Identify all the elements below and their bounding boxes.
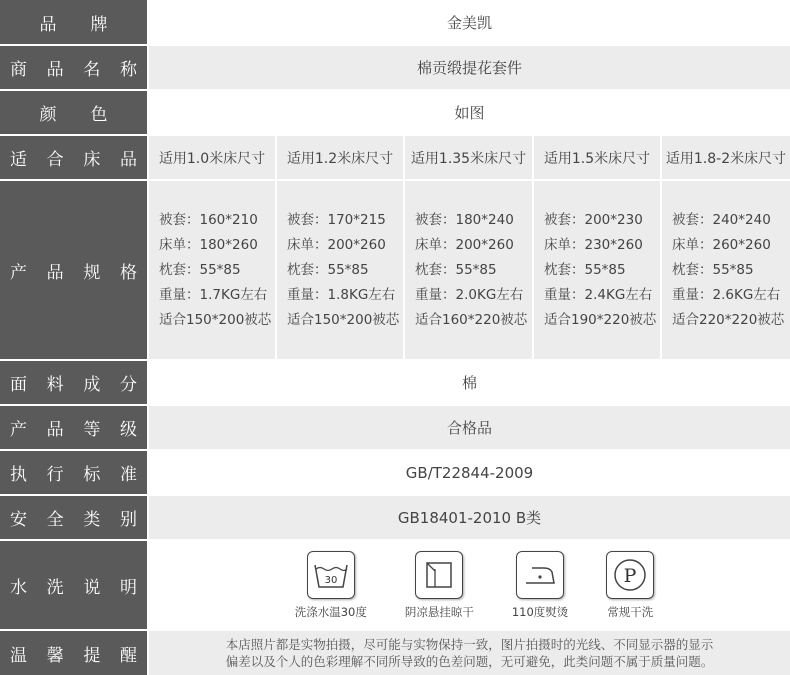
wash-label: 常规干洗: [607, 604, 654, 619]
reminder-text: [148, 630, 790, 675]
row-standard: [0, 450, 790, 495]
label-char: 提: [83, 645, 101, 666]
label-char: 合: [46, 150, 64, 170]
label-product-name: [0, 45, 148, 90]
label-char: 执: [10, 465, 27, 485]
wash-item: [405, 551, 474, 620]
label-char: 洗: [46, 577, 64, 598]
spec-line: 被套：170*215: [287, 211, 386, 228]
label-char: 规: [83, 262, 101, 283]
spec-line: 床单：230*260: [544, 236, 643, 253]
label-char: 名: [83, 60, 101, 80]
spec-line: 重量：1.7KG左右: [159, 286, 268, 303]
spec-line: 被套：200*230: [544, 211, 643, 228]
bed-size-cell: 适用1.8-2米床尺寸: [661, 135, 790, 180]
label-char: 产: [10, 420, 27, 440]
label-chars: [0, 100, 147, 125]
wash-label: 阴凉悬挂晾干: [404, 604, 474, 619]
wash-item: [606, 551, 654, 620]
spec-line: 重量：2.0KG左右: [415, 286, 524, 303]
label-char: 安: [10, 510, 27, 530]
wash-label: 洗涤水温30度: [294, 604, 367, 619]
label-safety: [0, 495, 148, 540]
label-chars: [0, 505, 147, 530]
wash-item: [512, 551, 568, 620]
label-char: 商: [10, 60, 27, 80]
row-grade: [0, 405, 790, 450]
label-chars: [0, 55, 147, 80]
label-char: 馨: [46, 645, 64, 666]
label-grade: [0, 405, 148, 450]
label-chars: [0, 641, 147, 666]
row-washing: [0, 540, 790, 630]
label-char: 适: [10, 150, 27, 170]
spec-line: 被套：180*240: [415, 211, 514, 228]
label-chars: [0, 258, 147, 283]
spec-cell: [148, 180, 276, 360]
spec-line: 枕套：55*85: [672, 261, 754, 278]
row-brand: [0, 0, 790, 45]
label-chars: [0, 415, 147, 440]
row-reminder: [0, 630, 790, 675]
value-color: 如图: [148, 90, 790, 135]
spec-line: 床单：200*260: [415, 236, 514, 253]
label-spec: [0, 180, 148, 360]
washing-icons: [148, 540, 790, 630]
label-char: 级: [119, 420, 137, 440]
spec-line: 适合220*220被芯: [672, 311, 785, 328]
spec-line: 适合150*200被芯: [159, 311, 272, 328]
label-char: 类: [83, 510, 101, 530]
label-char: 色: [90, 105, 108, 125]
bed-size-cell: 适用1.2米床尺寸: [276, 135, 404, 180]
row-bed-size: [0, 135, 790, 180]
spec-line: 床单：260*260: [672, 236, 771, 253]
label-char: 行: [46, 465, 64, 485]
spec-line: 重量：1.8KG左右: [287, 286, 396, 303]
spec-line: 枕套：55*85: [287, 261, 369, 278]
label-char: 明: [119, 577, 137, 598]
spec-line: 被套：160*210: [159, 211, 258, 228]
label-char: 颜: [39, 105, 57, 125]
dry-clean-p-icon: [606, 551, 654, 599]
label-char: 格: [119, 262, 137, 283]
label-char: 标: [83, 465, 101, 485]
label-char: 水: [10, 577, 27, 598]
label-char: 产: [10, 262, 27, 283]
value-grade: 合格品: [148, 405, 790, 450]
spec-line: 被套：240*240: [672, 211, 771, 228]
label-char: 等: [83, 420, 101, 440]
spec-line: 枕套：55*85: [159, 261, 241, 278]
value-fabric: 棉: [148, 360, 790, 405]
spec-cell: [404, 180, 533, 360]
label-char: 品: [46, 60, 64, 80]
label-bed-size: [0, 135, 148, 180]
label-standard: [0, 450, 148, 495]
label-char: 床: [83, 150, 101, 170]
label-chars: [0, 573, 147, 598]
label-color: [0, 90, 148, 135]
label-chars: [0, 10, 147, 35]
spec-line: 枕套：55*85: [415, 261, 497, 278]
row-spec: [0, 180, 790, 360]
label-fabric: [0, 360, 148, 405]
reminder-line: 本店照片都是实物拍摄，尽可能与实物保持一致，图片拍摄时的光线、不同显示器的显示: [225, 637, 714, 652]
label-char: 醒: [119, 645, 137, 666]
row-fabric: [0, 360, 790, 405]
spec-line: 重量：2.6KG左右: [672, 286, 781, 303]
label-char: 品: [119, 150, 137, 170]
spec-line: 重量：2.4KG左右: [544, 286, 653, 303]
spec-cell: [533, 180, 661, 360]
label-chars: [0, 460, 147, 485]
dry-clean-letter: P: [623, 564, 637, 587]
label-char: 全: [46, 510, 64, 530]
wash-temp-text: 30: [324, 574, 338, 586]
label-char: 品: [46, 262, 64, 283]
value-product-name: 棉贡缎提花套件: [148, 45, 790, 90]
label-char: 面: [10, 375, 27, 395]
row-color: [0, 90, 790, 135]
spec-line: 适合190*220被芯: [544, 311, 657, 328]
label-reminder: [0, 630, 148, 675]
label-char: 别: [119, 510, 137, 530]
wash-item: [295, 551, 367, 620]
wash-label: 110度熨烫: [511, 604, 569, 619]
label-char: 温: [10, 645, 27, 666]
bed-size-cell: 适用1.35米床尺寸: [404, 135, 533, 180]
iron-110-icon: [516, 551, 564, 599]
spec-line: 适合160*220被芯: [415, 311, 528, 328]
label-char: 牌: [90, 14, 108, 35]
row-product-name: [0, 45, 790, 90]
label-brand: [0, 0, 148, 45]
spec-line: 适合150*200被芯: [287, 311, 400, 328]
shade-dry-icon: [415, 551, 463, 599]
wash-30-icon: [307, 551, 355, 599]
label-char: 准: [119, 465, 137, 485]
label-char: 品: [46, 420, 64, 440]
row-safety: [0, 495, 790, 540]
spec-line: 床单：200*260: [287, 236, 386, 253]
label-char: 料: [46, 375, 64, 395]
label-chars: [0, 145, 147, 170]
label-char: 称: [119, 60, 137, 80]
value-standard: GB/T22844-2009: [148, 450, 790, 495]
spec-cell: [661, 180, 790, 360]
label-char: 分: [119, 375, 137, 395]
label-chars: [0, 370, 147, 395]
bed-size-cell: 适用1.5米床尺寸: [533, 135, 661, 180]
reminder-line: 偏差以及个人的色彩理解不同所导致的色差问题，无可避免，此类问题不属于质量问题。: [225, 654, 714, 669]
label-char: 品: [39, 14, 57, 35]
label-char: 说: [83, 577, 101, 598]
spec-line: 枕套：55*85: [544, 261, 626, 278]
bed-size-cell: 适用1.0米床尺寸: [148, 135, 276, 180]
value-brand: 金美凯: [148, 0, 790, 45]
value-safety: GB18401-2010 B类: [148, 495, 790, 540]
spec-cell: [276, 180, 404, 360]
label-char: 成: [83, 375, 101, 395]
spec-line: 床单：180*260: [159, 236, 258, 253]
label-washing: [0, 540, 148, 630]
